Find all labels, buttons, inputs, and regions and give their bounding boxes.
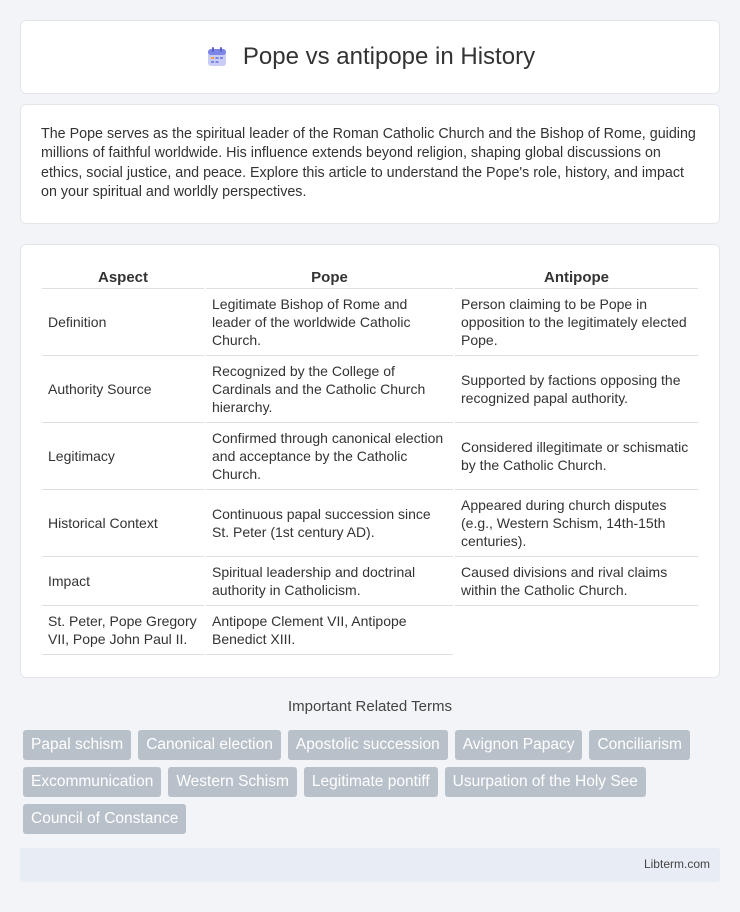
tag-conciliarism[interactable]: Conciliarism <box>589 730 689 760</box>
table-cell: Historical Context <box>42 490 204 557</box>
tag-western-schism[interactable]: Western Schism <box>168 767 297 797</box>
table-cell: Supported by factions opposing the recognized papal authority. <box>455 356 698 423</box>
table-cell: Appeared during church disputes (e.g., Western Schism, 14th-15th centuries). <box>455 490 698 557</box>
table-header-row <box>42 265 698 289</box>
footer-site-link[interactable]: Libterm.com <box>643 857 710 871</box>
table-row <box>42 423 698 490</box>
table-cell: Authority Source <box>42 356 204 423</box>
table-row <box>42 557 698 606</box>
tag-legitimate-pontiff[interactable]: Legitimate pontiff <box>304 767 438 797</box>
column-header-pope: Pope <box>206 265 453 289</box>
tag-council-of-constance[interactable]: Council of Constance <box>23 804 186 834</box>
related-terms-title: Important Related Terms <box>288 698 452 715</box>
table-cell: Person claiming to be Pope in opposition to the legitimately elected Pope. <box>455 289 698 356</box>
column-header-antipope: Antipope <box>455 265 698 289</box>
related-terms-list <box>23 730 723 834</box>
comparison-table <box>40 265 700 655</box>
intro-card <box>20 104 720 224</box>
table-cell <box>455 606 698 655</box>
tag-papal-schism[interactable]: Papal schism <box>23 730 131 760</box>
table-cell: Legitimacy <box>42 423 204 490</box>
table-row <box>42 289 698 356</box>
table-cell: St. Peter, Pope Gregory VII, Pope John Paul II. <box>42 606 204 655</box>
tag-avignon-papacy[interactable]: Avignon Papacy <box>455 730 583 760</box>
footer <box>20 848 720 882</box>
table-cell: Confirmed through canonical election and acceptance by the Catholic Church. <box>206 423 453 490</box>
header-card <box>20 20 720 94</box>
comparison-table-card <box>20 244 720 678</box>
tag-canonical-election[interactable]: Canonical election <box>138 730 281 760</box>
table-cell: Antipope Clement VII, Antipope Benedict XIII. <box>206 606 453 655</box>
intro-text: The Pope serves as the spiritual leader of the Roman Catholic Church and the Bishop of Rome, guiding millions of faithful worldwide. His influence extends beyond religion, shaping global discussions on ethics, social justice, and peace. Explore this article to understand the Pope's role, history, and impact on your spiritual and worldly perspectives. <box>41 126 696 201</box>
table-cell: Considered illegitimate or schismatic by the Catholic Church. <box>455 423 698 490</box>
table-cell: Continuous papal succession since St. Peter (1st century AD). <box>206 490 453 557</box>
tag-usurpation-holy-see[interactable]: Usurpation of the Holy See <box>445 767 646 797</box>
calendar-icon <box>205 45 229 69</box>
table-row <box>42 490 698 557</box>
table-cell: Caused divisions and rival claims within the Catholic Church. <box>455 557 698 606</box>
table-cell: Spiritual leadership and doctrinal authority in Catholicism. <box>206 557 453 606</box>
table-row <box>42 606 698 655</box>
table-cell: Definition <box>42 289 204 356</box>
table-cell: Recognized by the College of Cardinals and the Catholic Church hierarchy. <box>206 356 453 423</box>
tag-excommunication[interactable]: Excommunication <box>23 767 161 797</box>
column-header-aspect: Aspect <box>42 265 204 289</box>
page-title: Pope vs antipope in History <box>242 43 536 70</box>
table-cell: Legitimate Bishop of Rome and leader of the worldwide Catholic Church. <box>206 289 453 356</box>
table-cell: Impact <box>42 557 204 606</box>
table-row <box>42 356 698 423</box>
tag-apostolic-succession[interactable]: Apostolic succession <box>288 730 448 760</box>
